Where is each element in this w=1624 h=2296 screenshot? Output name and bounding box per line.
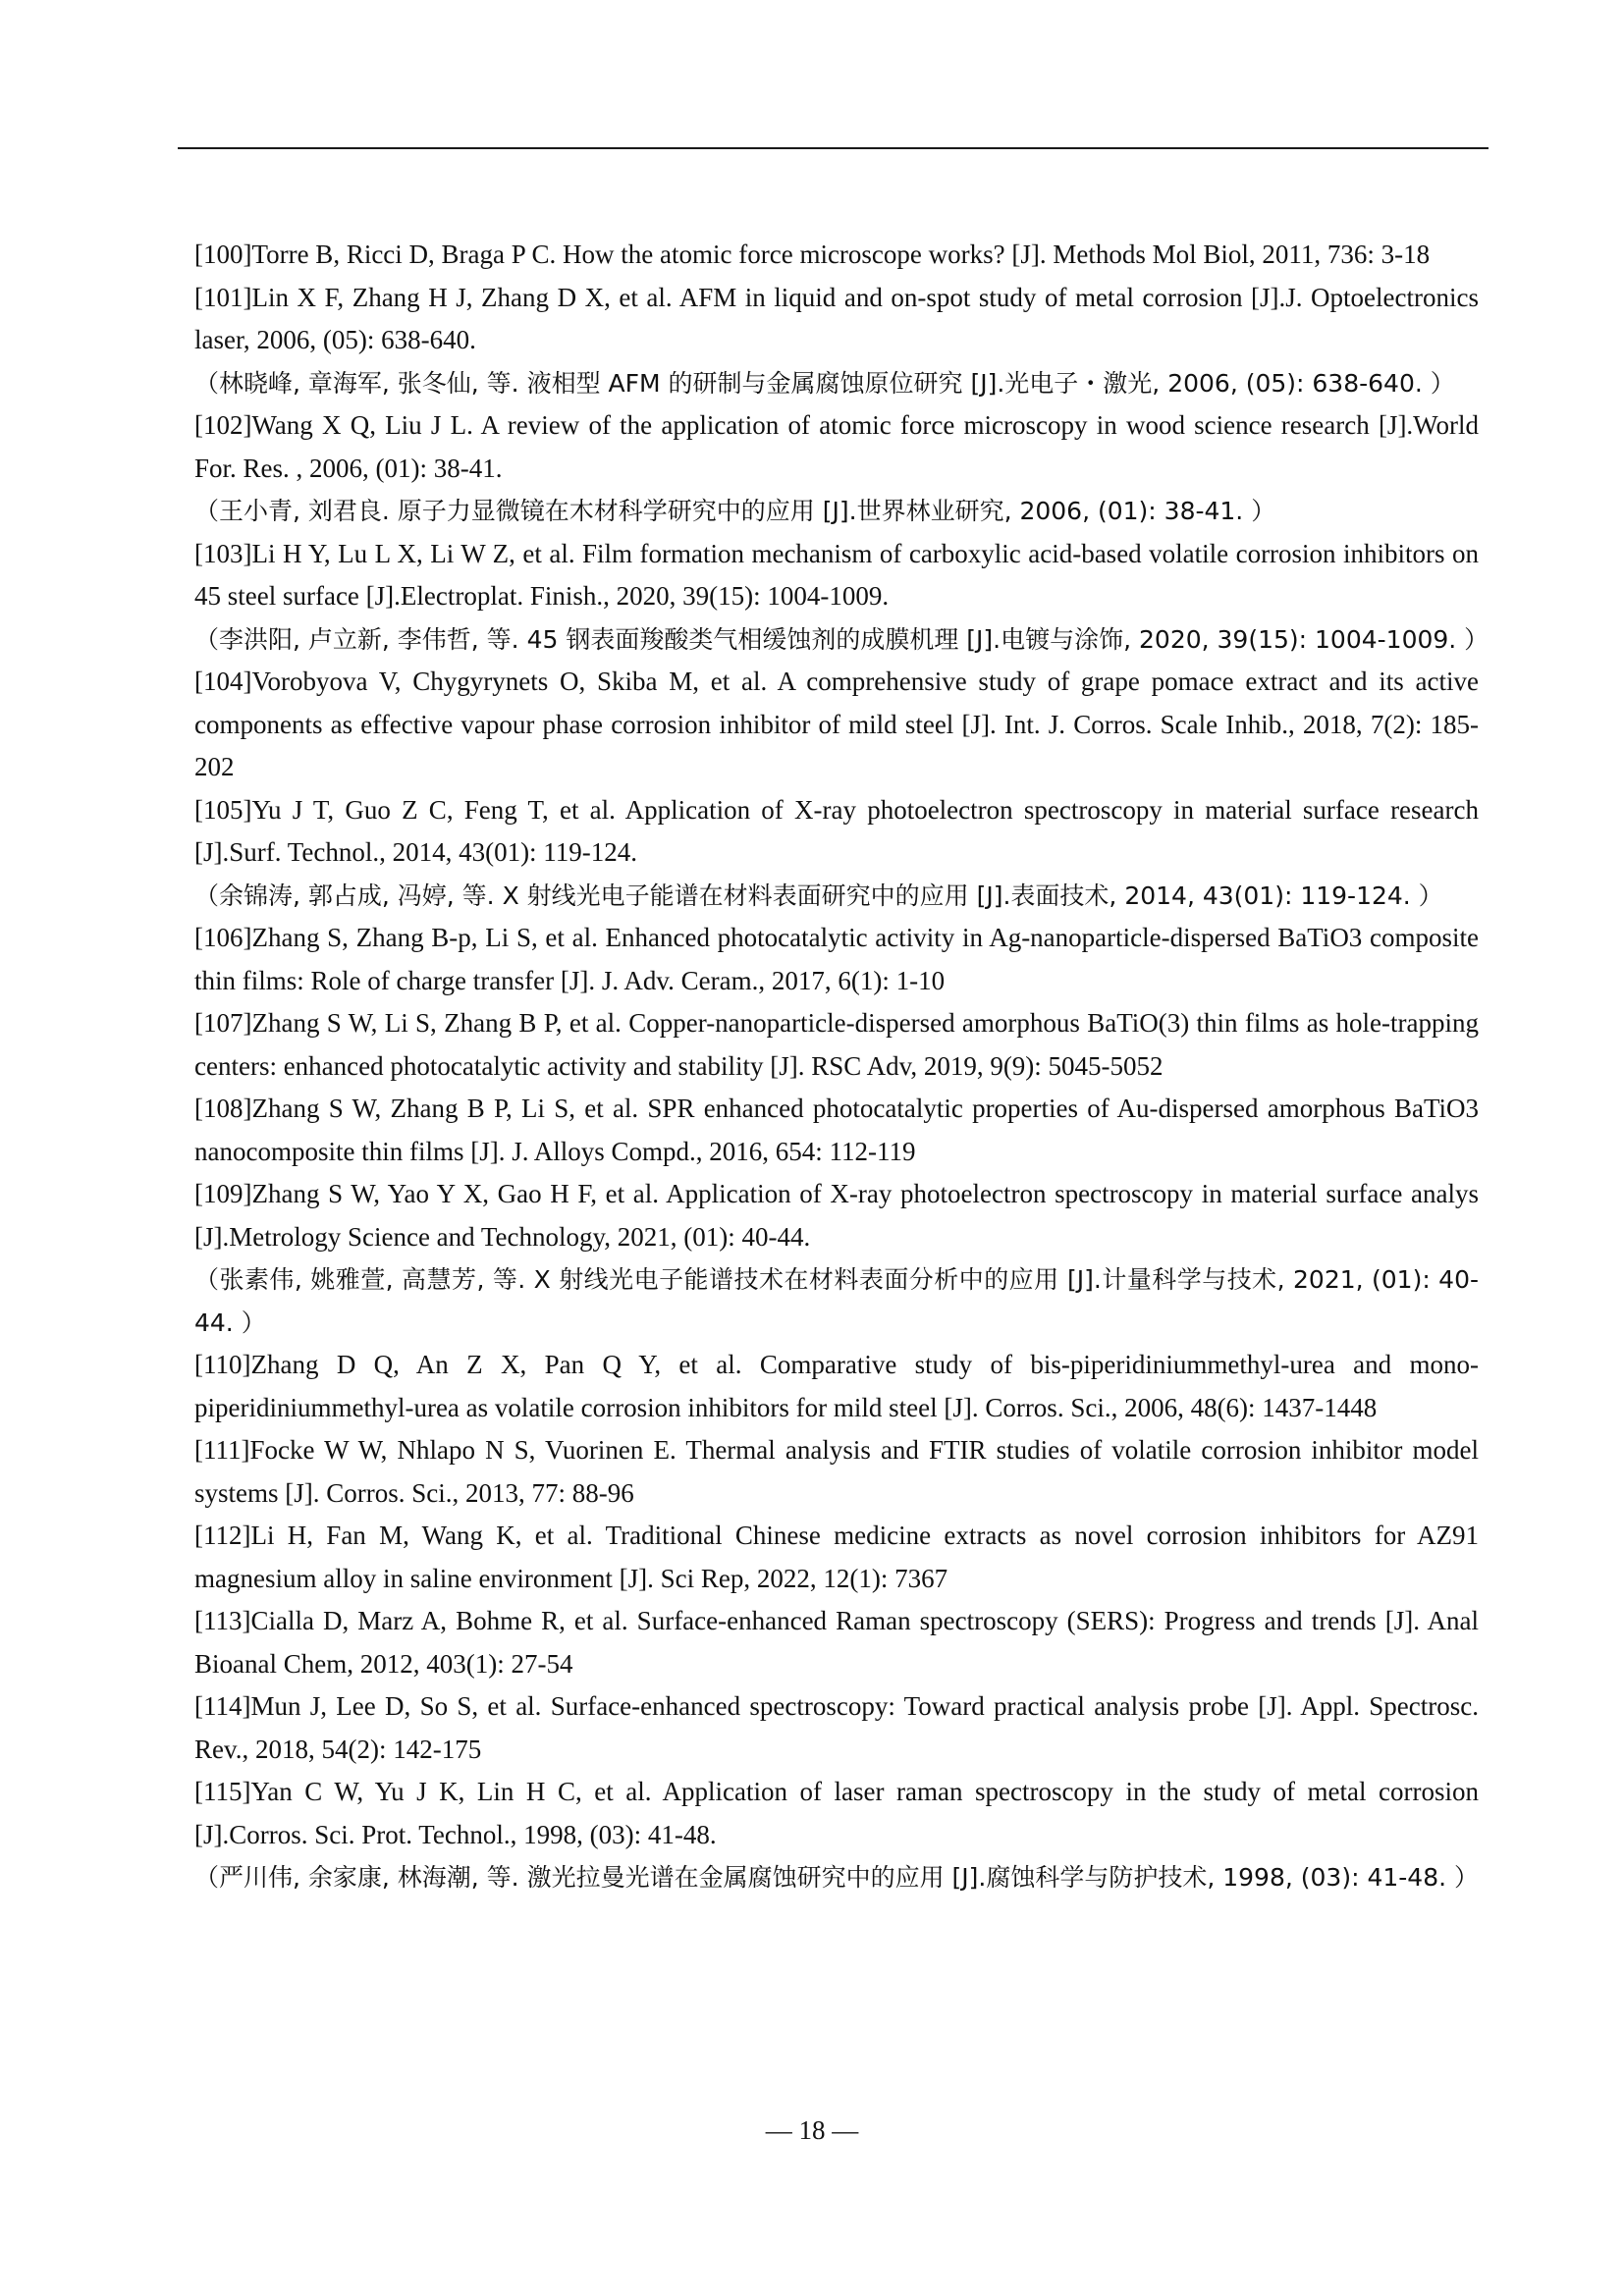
reference-107: [107]Zhang S W, Li S, Zhang B P, et al. Copper-nanoparticle-dispersed amorphous BaTiO(3) thin films as hole-trapping centers: enhanced photocatalytic activity and stability [J]. RSC Adv, 2019, 9(9): 5045-5052	[194, 1008, 1479, 1081]
reference-111: [111]Focke W W, Nhlapo N S, Vuorinen E. Thermal analysis and FTIR studies of volatile corrosion inhibitor model systems [J]. Corros. Sci., 2013, 77: 88-96	[194, 1435, 1479, 1508]
reference-115-chinese: （严川伟, 余家康, 林海潮, 等. 激光拉曼光谱在金属腐蚀研究中的应用 [J].腐蚀科学与防护技术, 1998, (03): 41-48. ）	[194, 1863, 1479, 1892]
reference-109: [109]Zhang S W, Yao Y X, Gao H F, et al. Application of X-ray photoelectron spectroscopy in material surface analys [J].Metrology Science and Technology, 2021, (01): 40-44.	[194, 1179, 1479, 1252]
reference-114: [114]Mun J, Lee D, So S, et al. Surface-enhanced spectroscopy: Toward practical analysis probe [J]. Appl. Spectrosc. Rev., 2018, 54(2): 142-175	[194, 1691, 1479, 1764]
reference-103-chinese: （李洪阳, 卢立新, 李伟哲, 等. 45 钢表面羧酸类气相缓蚀剂的成膜机理 [J].电镀与涂饰, 2020, 39(15): 1004-1009. ）	[194, 624, 1489, 654]
reference-110: [110]Zhang D Q, An Z X, Pan Q Y, et al. Comparative study of bis-piperidiniummethyl-urea and mono-piperidiniummethyl-urea as volatile corrosion inhibitors for mild steel [J]. Corros. Sci., 2006, 48(6): 1437-1448	[194, 1350, 1479, 1422]
page-number: — 18 —	[765, 2115, 859, 2145]
reference-105: [105]Yu J T, Guo Z C, Feng T, et al. Application of X-ray photoelectron spectroscopy in material surface research [J].Surf. Technol., 2014, 43(01): 119-124.	[194, 794, 1479, 867]
reference-109-chinese: （张素伟, 姚雅萱, 高慧芳, 等. X 射线光电子能谱技术在材料表面分析中的应用 [J].计量科学与技术, 2021, (01): 40-44. ）	[194, 1265, 1479, 1337]
reference-104: [104]Vorobyova V, Chygyrynets O, Skiba M, et al. A comprehensive study of grape pomace extract and its active components as effective vapour phase corrosion inhibitor of mild steel [J]. Int. J. Corros. Scale Inhib., 2018, 7(2): 185-202	[194, 667, 1479, 781]
reference-106: [106]Zhang S, Zhang B-p, Li S, et al. Enhanced photocatalytic activity in Ag-nanoparticle-dispersed BaTiO3 composite thin films: Role of charge transfer [J]. J. Adv. Ceram., 2017, 6(1): 1-10	[194, 923, 1479, 995]
header-rule	[178, 147, 1489, 149]
reference-list	[194, 234, 1489, 1899]
reference-100: [100]Torre B, Ricci D, Braga P C. How the atomic force microscope works? [J]. Methods Mol Biol, 2011, 736: 3-18	[194, 240, 1431, 269]
reference-105-chinese: （余锦涛, 郭占成, 冯婷, 等. X 射线光电子能谱在材料表面研究中的应用 [J].表面技术, 2014, 43(01): 119-124. ）	[194, 881, 1443, 910]
reference-103: [103]Li H Y, Lu L X, Li W Z, et al. Film formation mechanism of carboxylic acid-based volatile corrosion inhibitors on 45 steel surface [J].Electroplat. Finish., 2020, 39(15): 1004-1009.	[194, 538, 1479, 611]
reference-102: [102]Wang X Q, Liu J L. A review of the application of atomic force microscopy in wood science research [J].World For. Res. , 2006, (01): 38-41.	[194, 410, 1479, 483]
reference-101-chinese: （林晓峰, 章海军, 张冬仙, 等. 液相型 AFM 的研制与金属腐蚀原位研究 [J].光电子・激光, 2006, (05): 638-640. ）	[194, 368, 1455, 398]
reference-113: [113]Cialla D, Marz A, Bohme R, et al. Surface-enhanced Raman spectroscopy (SERS): Progress and trends [J]. Anal Bioanal Chem, 2012, 403(1): 27-54	[194, 1606, 1479, 1679]
reference-115: [115]Yan C W, Yu J K, Lin H C, et al. Application of laser raman spectroscopy in the study of metal corrosion [J].Corros. Sci. Prot. Technol., 1998, (03): 41-48.	[194, 1777, 1479, 1849]
reference-102-chinese: （王小青, 刘君良. 原子力显微镜在木材科学研究中的应用 [J].世界林业研究, 2006, (01): 38-41. ）	[194, 497, 1276, 525]
reference-108: [108]Zhang S W, Zhang B P, Li S, et al. SPR enhanced photocatalytic properties of Au-dispersed amorphous BaTiO3 nanocomposite thin films [J]. J. Alloys Compd., 2016, 654: 112-119	[194, 1094, 1479, 1166]
reference-112: [112]Li H, Fan M, Wang K, et al. Traditional Chinese medicine extracts as novel corrosion inhibitors for AZ91 magnesium alloy in saline environment [J]. Sci Rep, 2022, 12(1): 7367	[194, 1521, 1479, 1593]
reference-101: [101]Lin X F, Zhang H J, Zhang D X, et al. AFM in liquid and on-spot study of metal corrosion [J].J. Optoelectronics laser, 2006, (05): 638-640.	[194, 282, 1479, 354]
